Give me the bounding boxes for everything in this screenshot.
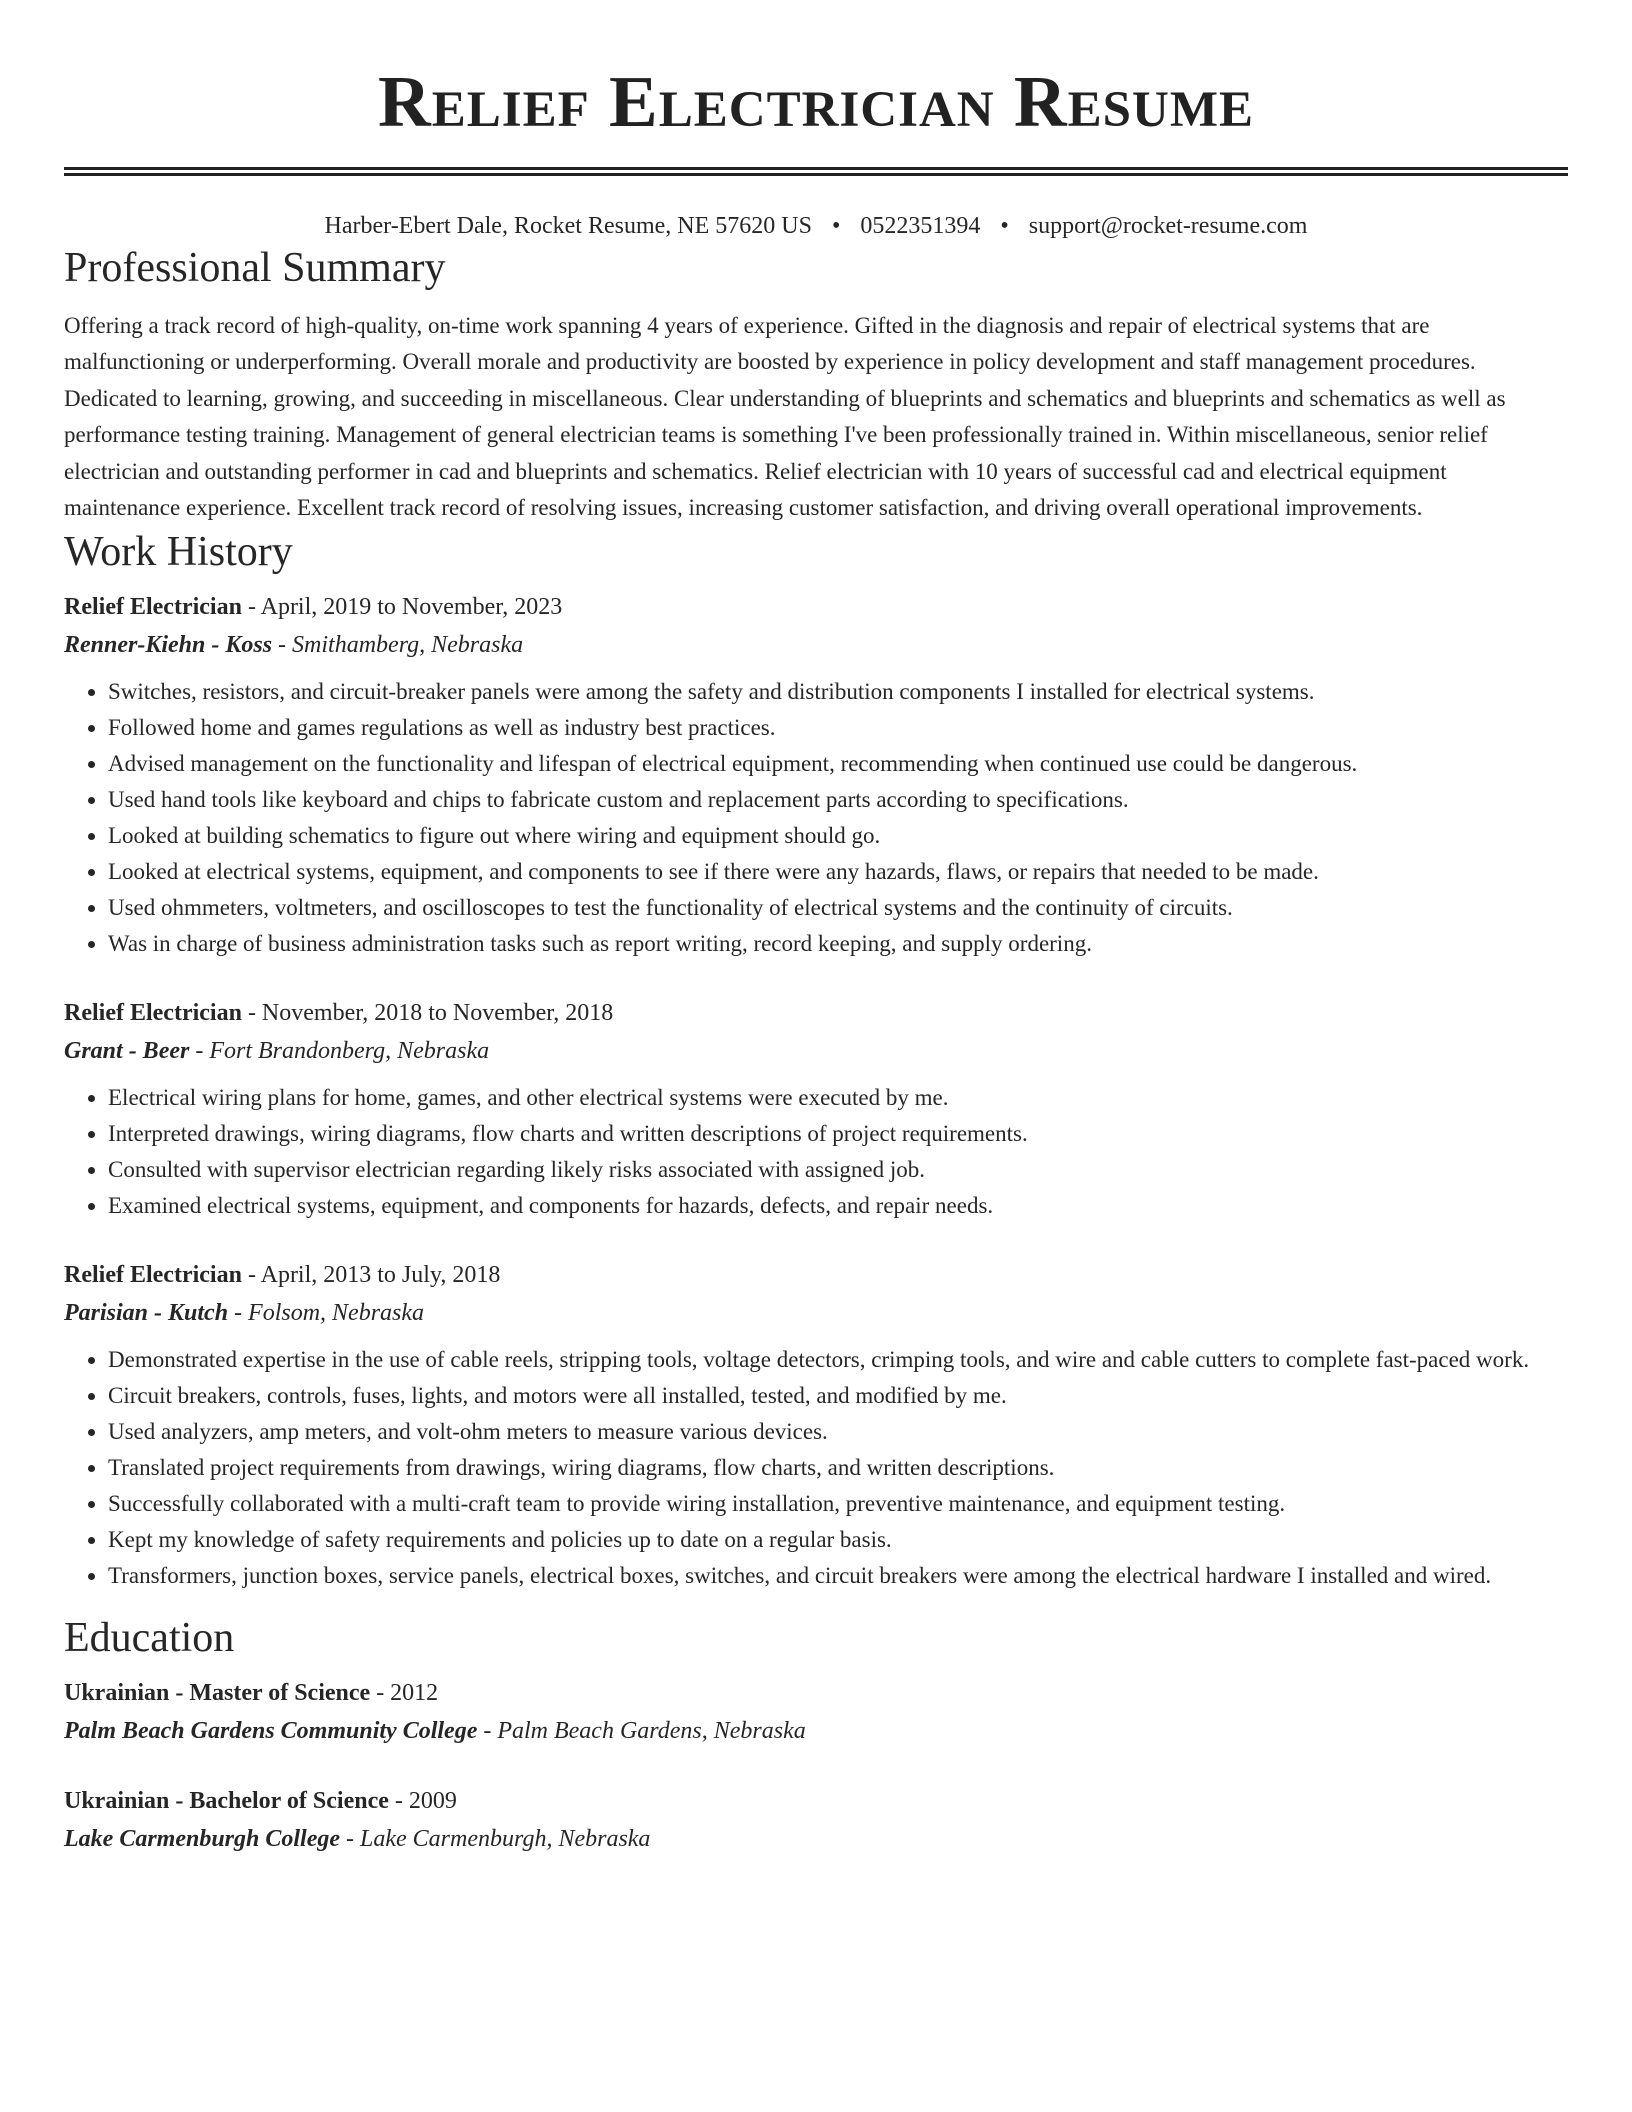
- employer-name: Renner-Kiehn - Koss: [64, 632, 273, 659]
- list-item: • Demonstrated expertise in the use of cable reels, stripping tools, voltage detectors, crimping tools, and wire and cable cutters to complete fast-paced work.: [108, 1342, 1568, 1378]
- school-location: - Palm Beach Gardens, Nebraska: [477, 1718, 806, 1745]
- employer-location: - Folsom, Nebraska: [228, 1300, 425, 1327]
- degree-name: Ukrainian - Bachelor of Science: [64, 1788, 389, 1815]
- degree-year: - 2009: [388, 1788, 457, 1815]
- contact-separator: •: [831, 213, 841, 239]
- employer-location: - Fort Brandonberg, Nebraska: [189, 1038, 490, 1065]
- job-title-line: [64, 994, 1568, 1032]
- contact-address: Harber-Ebert Dale, Rocket Resume, NE 57620 US: [324, 213, 812, 239]
- list-item: • Advised management on the functionality and lifespan of electrical equipment, recommending when continued use could be dangerous.: [108, 746, 1568, 782]
- list-item: • Examined electrical systems, equipment, and components for hazards, defects, and repair needs.: [108, 1188, 1568, 1224]
- employer-line: [64, 626, 1568, 664]
- title-divider: [64, 167, 1568, 176]
- summary-heading: Professional Summary: [64, 245, 446, 291]
- job-title: Relief Electrician: [64, 1262, 242, 1289]
- list-item: • Kept my knowledge of safety requirements and policies up to date on a regular basis.: [108, 1522, 1568, 1558]
- list-item: • Transformers, junction boxes, service panels, electrical boxes, switches, and circuit breakers were among the electrical hardware I installed and wired.: [108, 1558, 1568, 1594]
- list-item: • Was in charge of business administration tasks such as report writing, record keeping, and supply ordering.: [108, 926, 1568, 962]
- job-duties-list: [64, 674, 1568, 962]
- school-location: - Lake Carmenburgh, Nebraska: [340, 1826, 651, 1853]
- degree-line: [64, 1674, 1568, 1712]
- job-title: Relief Electrician: [64, 594, 242, 621]
- list-item: • Looked at electrical systems, equipment, and components to see if there were any hazards, flaws, or repairs that needed to be made.: [108, 854, 1568, 890]
- list-item: • Electrical wiring plans for home, games, and other electrical systems were executed by me.: [108, 1080, 1568, 1116]
- employer-name: Grant - Beer: [64, 1038, 190, 1065]
- list-item: • Followed home and games regulations as well as industry best practices.: [108, 710, 1568, 746]
- resume-title: Relief Electrician Resume: [378, 61, 1254, 142]
- school-line: [64, 1712, 1568, 1750]
- job-dates: - April, 2013 to July, 2018: [241, 1262, 501, 1289]
- degree-name: Ukrainian - Master of Science: [64, 1680, 371, 1707]
- employer-location: - Smithamberg, Nebraska: [272, 632, 524, 659]
- school-name: Lake Carmenburgh College: [64, 1826, 341, 1853]
- list-item: • Switches, resistors, and circuit-breaker panels were among the safety and distribution components I installed for electrical systems.: [108, 674, 1568, 710]
- employer-name: Parisian - Kutch: [64, 1300, 229, 1327]
- school-name: Palm Beach Gardens Community College: [64, 1718, 478, 1745]
- job-entry: [64, 1256, 1568, 1594]
- degree-line: [64, 1782, 1568, 1820]
- job-title: Relief Electrician: [64, 1000, 242, 1027]
- list-item: • Translated project requirements from drawings, wiring diagrams, flow charts, and written descriptions.: [108, 1450, 1568, 1486]
- list-item: • Consulted with supervisor electrician regarding likely risks associated with assigned job.: [108, 1152, 1568, 1188]
- list-item: • Successfully collaborated with a multi-craft team to provide wiring installation, preventive maintenance, and equipment testing.: [108, 1486, 1568, 1522]
- work-history-heading: Work History: [64, 529, 293, 576]
- list-item: • Circuit breakers, controls, fuses, lights, and motors were all installed, tested, and modified by me.: [108, 1378, 1568, 1414]
- contact-separator: •: [1000, 213, 1009, 239]
- education-heading: Education: [64, 1615, 235, 1662]
- school-line: [64, 1820, 1568, 1858]
- job-title-line: [64, 1256, 1568, 1294]
- list-item: • Used hand tools like keyboard and chips to fabricate custom and replacement parts according to specifications.: [108, 782, 1568, 818]
- job-duties-list: [64, 1080, 1568, 1224]
- job-entry: [64, 994, 1568, 1224]
- job-duties-list: [64, 1342, 1568, 1594]
- summary-text: Offering a track record of high-quality, on-time work spanning 4 years of experience. Gifted in the diagnosis and repair of electrical systems that are malfunctioning or underperforming. Overall morale and productivity are boosted by experience in policy development and staff management procedures. Dedicated to learning, growing, and succeeding in miscellaneous. Clear understanding of blueprints and schematics and blueprints and schematics as well as performance testing training. Management of general electrician teams is something I've been professionally trained in. Within miscellaneous, senior relief electrician and outstanding performer in cad and blueprints and schematics. Relief electrician with 10 years of successful cad and electrical equipment maintenance experience. Excellent track record of resolving issues, increasing customer satisfaction, and driving overall operational improvements.: [64, 313, 1506, 521]
- contact-line: [64, 210, 1568, 242]
- list-item: • Used analyzers, amp meters, and volt-ohm meters to measure various devices.: [108, 1414, 1568, 1450]
- employer-line: [64, 1032, 1568, 1070]
- job-dates: - November, 2018 to November, 2018: [241, 1000, 614, 1027]
- education-entry: [64, 1674, 1568, 1750]
- contact-email: support@rocket-resume.com: [1028, 213, 1308, 239]
- job-title-line: [64, 588, 1568, 626]
- job-dates: - April, 2019 to November, 2023: [241, 594, 563, 621]
- list-item: • Interpreted drawings, wiring diagrams, flow charts and written descriptions of project requirements.: [108, 1116, 1568, 1152]
- list-item: • Used ohmmeters, voltmeters, and oscilloscopes to test the functionality of electrical systems and the continuity of circuits.: [108, 890, 1568, 926]
- education-entry: [64, 1782, 1568, 1858]
- job-entry: [64, 588, 1568, 962]
- contact-phone: 0522351394: [860, 213, 981, 239]
- employer-line: [64, 1294, 1568, 1332]
- degree-year: - 2012: [370, 1680, 439, 1707]
- list-item: • Looked at building schematics to figure out where wiring and equipment should go.: [108, 818, 1568, 854]
